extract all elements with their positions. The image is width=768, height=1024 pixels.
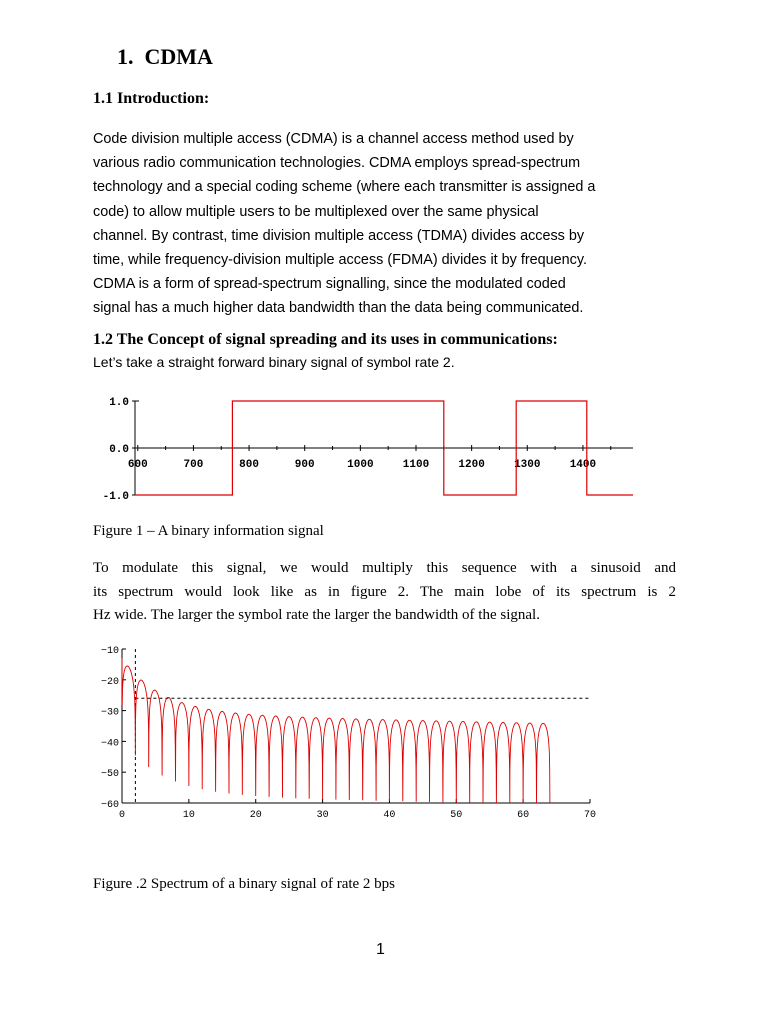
y-tick-label: 0.0	[109, 444, 129, 456]
paragraph-line: various radio communication technologies. CDMA employs spread-spectrum	[93, 155, 581, 172]
introduction-paragraph	[93, 127, 683, 321]
chapter-heading	[117, 44, 213, 70]
figure-2-spectrum-chart	[93, 640, 608, 825]
y-tick-label: −10	[100, 646, 119, 657]
x-tick-label: 1200	[458, 459, 485, 471]
paragraph-line: time, while frequency-division multiple access (FDMA) divides it by frequency.	[93, 252, 587, 269]
chapter-number: 1.	[117, 44, 134, 69]
y-tick-label: 1.0	[109, 397, 129, 409]
concept-lead-sentence: Let’s take a straight forward binary signal of symbol rate 2.	[93, 354, 455, 370]
figure-1-caption: Figure 1 – A binary information signal	[93, 523, 324, 539]
y-tick-label: −60	[100, 800, 119, 811]
chart-background	[93, 640, 608, 825]
y-tick-label: −30	[100, 707, 119, 719]
paragraph-line: channel. By contrast, time division multiple access (TDMA) divides access by	[93, 227, 585, 244]
paragraph-line: To modulate this signal, we would multiply this sequence with a sinusoid and	[93, 560, 676, 576]
y-tick-label: −20	[100, 676, 119, 688]
x-tick-label: 600	[127, 459, 148, 471]
section-heading-introduction: 1.1 Introduction:	[93, 90, 210, 107]
page-number: 1	[376, 941, 385, 958]
figure-1-binary-signal-chart	[93, 386, 658, 510]
section-heading-concept: 1.2 The Concept of signal spreading and its uses in communications:	[93, 331, 558, 348]
x-tick-label: 900	[294, 459, 315, 471]
y-tick-label: −40	[100, 738, 119, 750]
x-tick-label: 50	[450, 810, 463, 821]
x-tick-label: 60	[517, 810, 530, 821]
figure-2-caption: Figure .2 Spectrum of a binary signal of rate 2 bps	[93, 876, 396, 892]
x-tick-label: 1000	[347, 459, 374, 471]
x-tick-label: 20	[249, 810, 262, 821]
x-tick-label: 40	[383, 810, 396, 821]
x-tick-label: 700	[183, 459, 204, 471]
x-tick-label: 1300	[514, 459, 541, 471]
modulation-paragraph	[93, 557, 676, 628]
paragraph-line: signal has a much higher data bandwidth than the data being communicated.	[93, 300, 584, 317]
y-tick-label: -1.0	[102, 491, 129, 503]
x-tick-label: 30	[316, 810, 329, 821]
paragraph-line: Code division multiple access (CDMA) is a channel access method used by	[93, 131, 574, 147]
x-tick-label: 800	[239, 459, 259, 471]
paragraph-line: technology and a special coding scheme (where each transmitter is assigned a	[93, 179, 596, 196]
x-tick-label: 1400	[569, 459, 597, 471]
x-tick-label: 0	[118, 810, 126, 821]
paragraph-line: its spectrum would look like as in figure 2. The main lobe of its spectrum is 2	[93, 583, 676, 600]
chapter-title: CDMA	[144, 44, 213, 69]
x-tick-label: 1100	[402, 459, 430, 471]
paragraph-line: code) to allow multiple users to be multiplexed over the same physical	[93, 203, 539, 220]
paragraph-line: Hz wide. The larger the symbol rate the larger the bandwidth of the signal.	[93, 607, 540, 623]
paragraph-line: CDMA is a form of spread-spectrum signalling, since the modulated coded	[93, 276, 566, 293]
x-tick-label: 70	[583, 810, 597, 821]
x-tick-label: 10	[182, 810, 195, 821]
y-tick-label: −50	[100, 769, 119, 781]
